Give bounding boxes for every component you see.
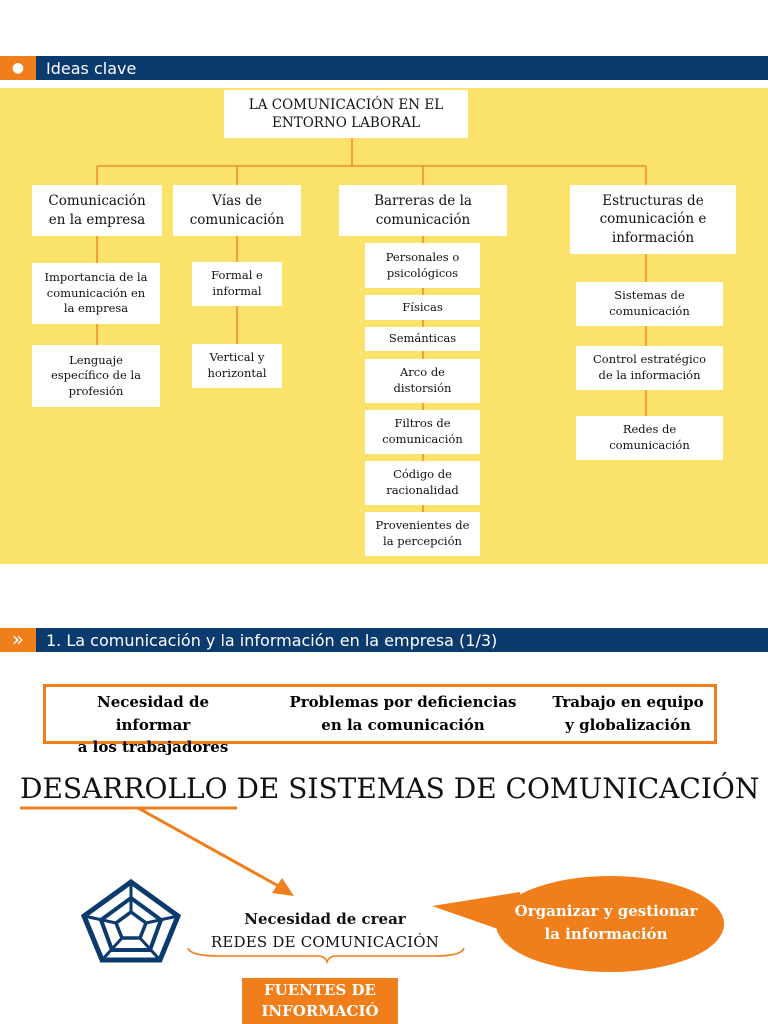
branch-item: Físicas (365, 295, 480, 320)
branch-item: Importancia de la comunicación en la empresa (32, 263, 160, 324)
branch-title: Barreras de la comunicación (339, 185, 507, 236)
root-node: LA COMUNICACIÓN EN EL ENTORNO LABORAL (224, 90, 468, 138)
branch-item: Sistemas de comunicación (576, 282, 723, 326)
factor-item: Problemas por deficiencias en la comunicación (289, 693, 517, 734)
branch-item: Código de racionalidad (365, 461, 480, 505)
branch-item: Control estratégico de la información (576, 346, 723, 390)
branch-item: Semánticas (365, 327, 480, 351)
branch-title: Estructuras de comunicación e información (570, 185, 736, 254)
section-title: Ideas clave (46, 59, 137, 78)
branch-item: Arco de distorsión (365, 359, 480, 403)
bubble-text: Organizar y gestionar la información (514, 902, 698, 944)
double-chevron-icon: » (0, 628, 36, 652)
bullet-icon: ● (0, 56, 36, 80)
fuentes-box: FUENTES DE INFORMACIÓ (242, 978, 398, 1024)
branch-item: Personales o psicológicos (365, 243, 480, 288)
section-title: 1. La comunicación y la información en la empresa (1/3) (46, 631, 498, 650)
main-title: DESARROLLO DE SISTEMAS DE COMUNICACIÓN (20, 772, 760, 805)
branch-title: Vías de comunicación (173, 185, 301, 236)
branch-item: Filtros de comunicación (365, 410, 480, 454)
need-text: Necesidad de crear REDES DE COMUNICACIÓN (210, 910, 440, 951)
factor-item: Trabajo en equipo y globalización (552, 693, 704, 734)
branch-item: Provenientes de la percepción (365, 512, 480, 556)
branch-item: Vertical y horizontal (192, 344, 282, 388)
branch-item: Redes de comunicación (576, 416, 723, 460)
branch-item: Formal e informal (192, 262, 282, 306)
branch-title: Comunicación en la empresa (32, 185, 162, 236)
pentagon-web-icon (84, 882, 178, 960)
factor-item: Necesidad de informar a los trabajadores (77, 693, 229, 756)
branch-item: Lenguaje específico de la profesión (32, 345, 160, 407)
